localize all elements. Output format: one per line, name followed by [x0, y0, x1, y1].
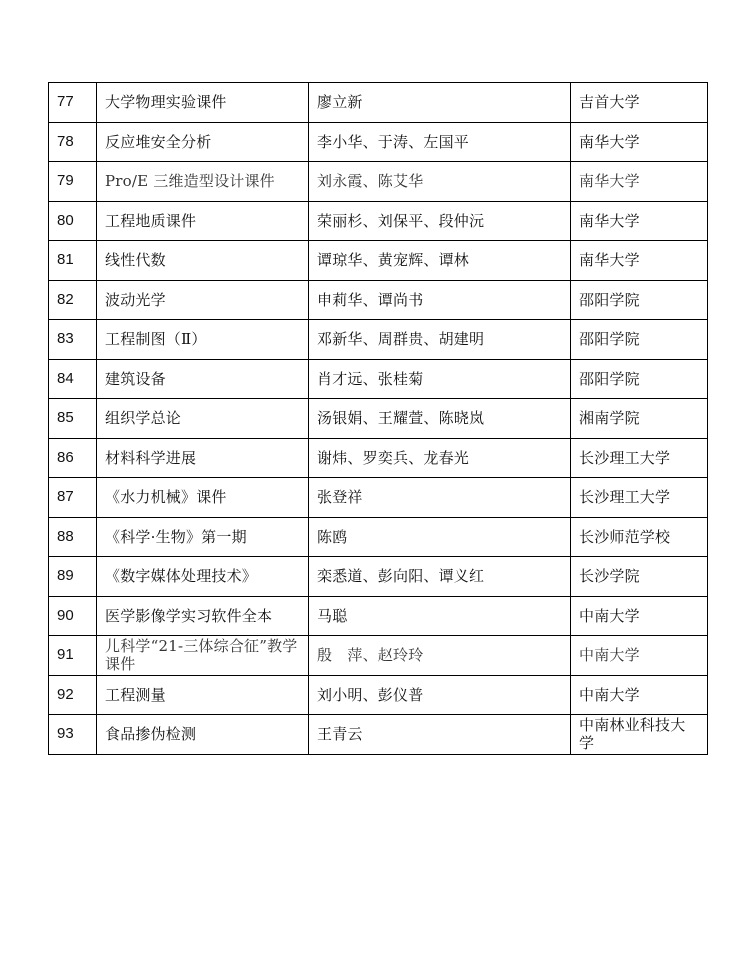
- courseware-table: [48, 82, 708, 755]
- institution: 中南大学: [571, 636, 708, 676]
- course-title: 医学影像学实习软件全本: [97, 596, 309, 636]
- institution: 中南大学: [571, 596, 708, 636]
- row-number: 90: [49, 596, 97, 636]
- table-row: [49, 636, 708, 676]
- institution: 长沙理工大学: [571, 478, 708, 518]
- course-title: 食品掺伪检测: [97, 715, 309, 755]
- course-title: Pro/E 三维造型设计课件: [97, 162, 309, 202]
- table-row: [49, 359, 708, 399]
- table-row: [49, 122, 708, 162]
- institution: 邵阳学院: [571, 280, 708, 320]
- row-number: 80: [49, 201, 97, 241]
- course-title: 《科学·生物》第一期: [97, 517, 309, 557]
- table-row: [49, 241, 708, 281]
- row-number: 84: [49, 359, 97, 399]
- institution: 长沙理工大学: [571, 438, 708, 478]
- table-row: [49, 517, 708, 557]
- table-row: [49, 675, 708, 715]
- institution: 邵阳学院: [571, 320, 708, 360]
- table-row: [49, 280, 708, 320]
- institution: 湘南学院: [571, 399, 708, 439]
- course-title: 波动光学: [97, 280, 309, 320]
- row-number: 86: [49, 438, 97, 478]
- authors: 马聪: [309, 596, 571, 636]
- row-number: 89: [49, 557, 97, 597]
- authors: 刘永霞、陈艾华: [309, 162, 571, 202]
- row-number: 93: [49, 715, 97, 755]
- table-row: [49, 715, 708, 755]
- row-number: 88: [49, 517, 97, 557]
- table-row: [49, 596, 708, 636]
- institution: 中南林业科技大学: [571, 715, 708, 755]
- course-title: 工程制图（Ⅱ）: [97, 320, 309, 360]
- institution: 南华大学: [571, 201, 708, 241]
- authors: 肖才远、张桂菊: [309, 359, 571, 399]
- authors: 王青云: [309, 715, 571, 755]
- row-number: 77: [49, 83, 97, 123]
- row-number: 85: [49, 399, 97, 439]
- table-row: [49, 201, 708, 241]
- table-row: [49, 557, 708, 597]
- authors: 陈鸥: [309, 517, 571, 557]
- course-title: 线性代数: [97, 241, 309, 281]
- institution: 南华大学: [571, 162, 708, 202]
- row-number: 91: [49, 636, 97, 676]
- institution: 长沙学院: [571, 557, 708, 597]
- authors: 邓新华、周群贵、胡建明: [309, 320, 571, 360]
- course-title: 大学物理实验课件: [97, 83, 309, 123]
- course-title: 材料科学进展: [97, 438, 309, 478]
- table-row: [49, 438, 708, 478]
- institution: 邵阳学院: [571, 359, 708, 399]
- authors: 荣丽杉、刘保平、段仲沅: [309, 201, 571, 241]
- table-row: [49, 162, 708, 202]
- authors: 栾悉道、彭向阳、谭义红: [309, 557, 571, 597]
- course-title: 建筑设备: [97, 359, 309, 399]
- authors: 张登祥: [309, 478, 571, 518]
- authors: 廖立新: [309, 83, 571, 123]
- institution: 中南大学: [571, 675, 708, 715]
- course-title: 《水力机械》课件: [97, 478, 309, 518]
- table-row: [49, 478, 708, 518]
- row-number: 87: [49, 478, 97, 518]
- authors: 汤银娟、王耀萱、陈晓岚: [309, 399, 571, 439]
- table-row: [49, 399, 708, 439]
- row-number: 83: [49, 320, 97, 360]
- institution: 吉首大学: [571, 83, 708, 123]
- row-number: 79: [49, 162, 97, 202]
- authors: 李小华、于涛、左国平: [309, 122, 571, 162]
- authors: 谭琼华、黄宠辉、谭林: [309, 241, 571, 281]
- course-title: 《数字媒体处理技术》: [97, 557, 309, 597]
- course-title: 工程测量: [97, 675, 309, 715]
- row-number: 78: [49, 122, 97, 162]
- authors: 殷 萍、赵玲玲: [309, 636, 571, 676]
- course-title: 工程地质课件: [97, 201, 309, 241]
- row-number: 82: [49, 280, 97, 320]
- course-title: 反应堆安全分析: [97, 122, 309, 162]
- institution: 南华大学: [571, 241, 708, 281]
- course-title: 组织学总论: [97, 399, 309, 439]
- institution: 南华大学: [571, 122, 708, 162]
- authors: 申莉华、谭尚书: [309, 280, 571, 320]
- authors: 刘小明、彭仪普: [309, 675, 571, 715]
- authors: 谢炜、罗奕兵、龙春光: [309, 438, 571, 478]
- row-number: 81: [49, 241, 97, 281]
- table-row: [49, 320, 708, 360]
- institution: 长沙师范学校: [571, 517, 708, 557]
- table-row: [49, 83, 708, 123]
- row-number: 92: [49, 675, 97, 715]
- course-title: 儿科学“21-三体综合征”教学课件: [97, 636, 309, 676]
